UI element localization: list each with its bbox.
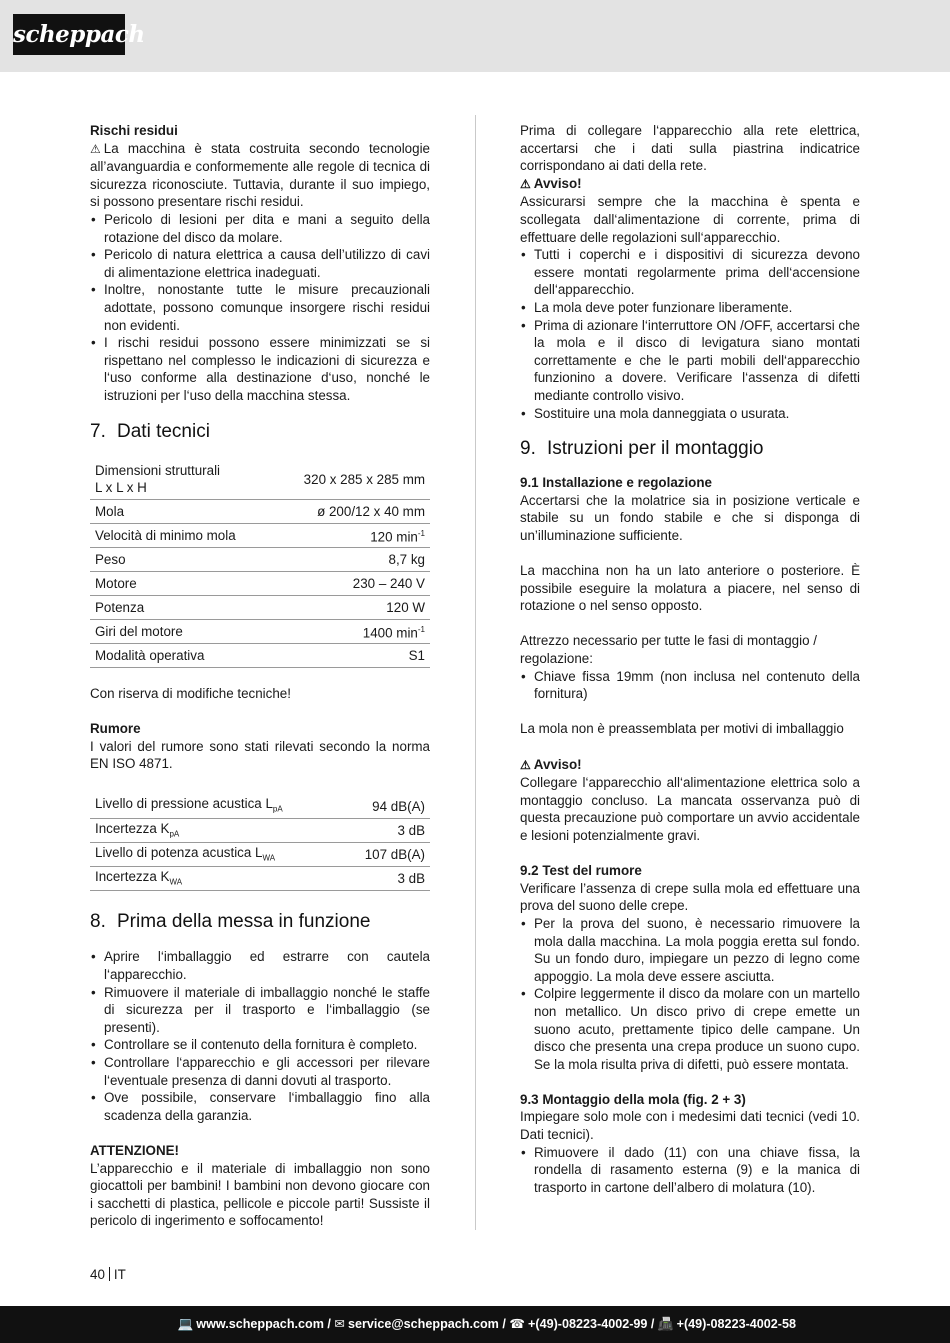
table-cell-label: Peso	[90, 548, 272, 572]
s93-list	[520, 1144, 860, 1197]
section-number: 7.	[90, 420, 106, 442]
section-title: Istruzioni per il montaggio	[547, 438, 764, 460]
table-cell-value: 320 x 285 x 285 mm	[272, 460, 430, 500]
section-9-heading	[520, 437, 860, 461]
list-item: • Pericolo di natura elettrica a causa dell’utilizzo di cavi di alimentazione elettrica inadeguati.	[90, 246, 430, 281]
section-title: Prima della messa in funzione	[117, 911, 371, 933]
s91-text2: La macchina non ha un lato anteriore o posteriore. È possibile eseguire la molatura a piacere, nel senso di rotazione o nel senso opposto.	[520, 563, 860, 614]
avviso-text: Assicurarsi sempre che la macchina è spenta e scollegata dall‘alimentazione di corrente, prima di effettuare delle regolazioni sull‘apparecchio.	[520, 194, 860, 245]
s93-text: Impiegare solo mole con i medesimi dati tecnici (vedi 10. Dati tecnici).	[520, 1109, 860, 1143]
attenzione-text: L’apparecchio e il materiale di imballaggio non sono giocattoli per bambini! I bambini non devono giocare con i sacchetti di plastica, pellicole e piccole parti! Sussiste il pericolo di ingerimento e soffocamento!	[90, 1160, 430, 1229]
list-item: • Chiave fissa 19mm (non inclusa nel contenuto della fornitura)	[520, 668, 860, 703]
page-footer	[0, 1306, 950, 1343]
right-intro: Prima di collegare l‘apparecchio alla rete elettrica, accertarsi che i dati sulla piastrina indicatrice corrispondano ai dati della rete.	[520, 123, 860, 174]
list-item: • Pericolo di lesioni per dita e mani a seguito della rotazione del disco da molare.	[90, 211, 430, 246]
subsection-9-3-heading: 9.3 Montaggio della mola (fig. 2 + 3)	[520, 1091, 746, 1107]
table-cell-label: Modalità operativa	[90, 644, 272, 668]
list-item: • Controllare se il contenuto della fornitura è completo.	[90, 1036, 430, 1054]
list-item: • Controllare l‘apparecchio e gli accessori per rilevare l‘eventuale presenza di danni dovuti al trasporto.	[90, 1054, 430, 1089]
section-number: 8.	[90, 911, 106, 933]
table-cell-label: Motore	[90, 572, 272, 596]
riserva-note: Con riserva di modifiche tecniche!	[90, 686, 291, 701]
tech-data-table	[90, 460, 430, 669]
list-item: • Tutti i coperchi e i dispositivi di sicurezza devono essere montati regolarmente prima dell‘accensione dell‘apparecchio.	[520, 246, 860, 299]
table-row	[90, 500, 430, 524]
table-row	[90, 596, 430, 620]
footer-fax: +(49)-08223-4002-58	[676, 1317, 796, 1331]
table-cell-label: Incertezza $K_{pA}$	[90, 819, 341, 843]
list-item: • Sostituire una mola danneggiata o usurata.	[520, 405, 860, 423]
table-row	[90, 460, 430, 500]
phone-icon: ☎	[509, 1317, 526, 1331]
avviso2-text: Collegare l‘apparecchio all‘alimentazione elettrica solo a montaggio concluso. La mancata osservanza può di questa precauzione può comportare un avvio accidentale e lesioni potenzialmente gravi.	[520, 775, 860, 843]
table-cell-label: Incertezza $K_{WA}$	[90, 867, 341, 891]
list-item: • La mola deve poter funzionare liberamente.	[520, 299, 860, 317]
avviso2-heading: ⚠ Avviso!	[520, 756, 860, 775]
rischi-residui-heading: Rischi residui	[90, 123, 178, 138]
table-cell-label: Giri del motore	[90, 620, 272, 644]
table-row	[90, 572, 430, 596]
list-item: • I rischi residui possono essere minimizzati se si rispettano nel complesso le indicazioni di sicurezza e l‘uso conforme alla destinazione d‘uso, nonché le istruzioni per l‘uso della macchina stessa.	[90, 334, 430, 404]
rischi-intro-text: La macchina è stata costruita secondo tecnologie all’avanguardia e conformemente alle regole di tecnica di sicurezza riconosciute. Tuttavia, durante il suo impiego, si possono presentare rischi residui.	[90, 140, 430, 210]
separator	[109, 1267, 110, 1281]
section-number: 9.	[520, 438, 536, 460]
table-row	[90, 867, 430, 891]
rumore-text: I valori del rumore sono stati rilevati secondo la norma EN ISO 4871.	[90, 738, 430, 772]
sec8-list	[90, 948, 430, 1124]
list-item: • Aprire l‘imballaggio ed estrarre con cautela l‘apparecchio.	[90, 948, 430, 983]
table-cell-label: Livello di potenza acustica $L_{WA}$	[90, 843, 341, 867]
subsection-9-2-heading: 9.2 Test del rumore	[520, 863, 642, 879]
fax-icon: 📠	[657, 1317, 674, 1331]
table-row	[90, 524, 430, 548]
mail-icon: ✉	[334, 1317, 345, 1331]
table-cell-value: ø 200/12 x 40 mm	[272, 500, 430, 524]
computer-icon: 💻	[177, 1317, 194, 1331]
s91-text3: Attrezzo necessario per tutte le fasi di montaggio / regolazione:	[520, 633, 817, 667]
language-code: IT	[113, 1267, 126, 1282]
table-row	[90, 795, 430, 819]
section-title: Dati tecnici	[117, 420, 210, 442]
right-column	[520, 122, 860, 1196]
footer-email: service@scheppach.com /	[347, 1317, 506, 1331]
list-item: • Colpire leggermente il disco da molare con un martello non metallico. Un disco privo di crepe emette un suono acuto, prettamente tipico delle campane. Un disco che presenta una crepa produce un suono cupo. Se la mola risulta priva di difetti, può essere montata.	[520, 985, 860, 1073]
table-row	[90, 819, 430, 843]
attenzione-heading: ATTENZIONE!	[90, 1143, 180, 1158]
s91-text4: La mola non è preassemblata per motivi di imballaggio	[520, 721, 844, 737]
list-item: • Per la prova del suono, è necessario rimuovere la mola dalla macchina. La mola poggia eretta sul fondo. Su un fondo duro, impiegare un pezzo di legno come appoggio. La mola deve essere asciutta.	[520, 915, 860, 985]
table-row	[90, 843, 430, 867]
list-item: • Rimuovere il materiale di imballaggio nonché le staffe di sicurezza per il trasporto e l‘imballaggio (se presenti).	[90, 984, 430, 1037]
s92-list	[520, 915, 860, 1073]
section-7-heading	[90, 420, 430, 444]
s91-list	[520, 668, 860, 703]
table-cell-value: 107 dB(A)	[341, 843, 430, 867]
noise-table	[90, 795, 430, 892]
table-cell-value: 230 – 240 V	[272, 572, 430, 596]
table-cell-label: Livello di pressione acustica $L_{pA}$	[90, 795, 341, 819]
table-cell-value: 94 dB(A)	[341, 795, 430, 819]
footer-phone: +(49)-08223-4002-99 /	[528, 1317, 655, 1331]
list-item: • Inoltre, nonostante tutte le misure precauzionali adottate, possono comunque insorgere rischi residui non evidenti.	[90, 281, 430, 334]
subsection-9-1-heading: 9.1 Installazione e regolazione	[520, 475, 712, 491]
avviso-list	[520, 246, 860, 422]
table-row	[90, 620, 430, 644]
footer-website: www.scheppach.com /	[196, 1317, 331, 1331]
list-item: • Prima di azionare l‘interruttore ON /OFF, accertarsi che la mola e il disco di levigatura siano montati correttamente e che le parti mobili dell‘apparecchio funzionino a dovere. Verificare l‘assenza di difetti mediante controllo visivo.	[520, 317, 860, 405]
table-cell-value: 3 dB	[341, 819, 430, 843]
table-cell-value: 120 $\min^{-1}$	[272, 524, 430, 548]
column-divider	[475, 115, 476, 1230]
rumore-heading: Rumore	[90, 721, 141, 737]
table-cell-value: 120 W	[272, 596, 430, 620]
table-cell-label: Mola	[90, 500, 272, 524]
warning-triangle-icon: ⚠	[520, 176, 531, 191]
table-cell-value: 8,7 kg	[272, 548, 430, 572]
warning-triangle-icon: ⚠	[90, 141, 101, 156]
table-cell-label: Potenza	[90, 596, 272, 620]
s92-text: Verificare l’assenza di crepe sulla mola ed effettuare una prova del suono delle crepe.	[520, 880, 860, 914]
avviso-heading: ⚠ Avviso!	[520, 175, 860, 194]
page-number: 40	[90, 1267, 105, 1282]
left-column	[90, 122, 430, 1230]
list-item: • Rimuovere il dado (11) con una chiave fissa, la rondella di rasamento esterna (9) e la manica di trasporto in cartone dell’albero di molatura (10).	[520, 1144, 860, 1197]
table-cell-value: 1400 $\min^{-1}$	[272, 620, 430, 644]
page-number-block	[90, 1266, 126, 1284]
brand-logo: scheppach	[13, 14, 125, 55]
s91-text: Accertarsi che la molatrice sia in posizione verticale e stabile su un fondo stabile e che si disponga di un’illuminazione sufficiente.	[520, 492, 860, 543]
table-cell-value: S1	[272, 644, 430, 668]
rischi-intro	[90, 140, 430, 211]
table-row	[90, 644, 430, 668]
rischi-list	[90, 211, 430, 405]
table-cell-label: Dimensioni strutturali L x L x H	[90, 460, 272, 500]
table-cell-label: Velocità di minimo mola	[90, 524, 272, 548]
table-row	[90, 548, 430, 572]
page-header	[0, 0, 950, 72]
list-item: • Ove possibile, conservare l‘imballaggio fino alla scadenza della garanzia.	[90, 1089, 430, 1124]
section-8-heading	[90, 910, 430, 934]
warning-triangle-icon: ⚠	[520, 757, 531, 772]
table-cell-value: 3 dB	[341, 867, 430, 891]
